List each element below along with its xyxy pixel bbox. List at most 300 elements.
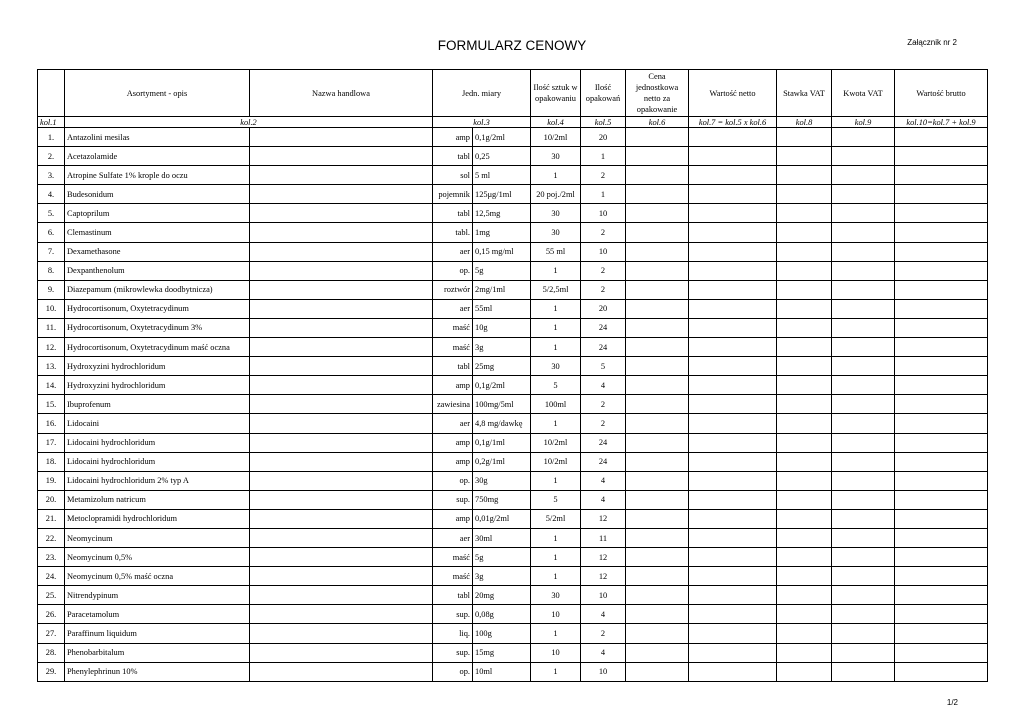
table-row bbox=[38, 624, 988, 643]
net-value-cell[interactable] bbox=[689, 338, 777, 357]
unit-price-cell[interactable] bbox=[626, 185, 689, 204]
unit-price-cell[interactable] bbox=[626, 395, 689, 414]
unit-of-measure: tabl bbox=[433, 357, 473, 376]
pieces-per-package: 30 bbox=[531, 586, 581, 605]
product-description: Nitrendypinum bbox=[65, 586, 250, 605]
kol-1: kol.1 bbox=[38, 117, 65, 128]
row-number: 25. bbox=[38, 586, 65, 605]
vat-amount-cell[interactable] bbox=[832, 643, 895, 662]
pieces-per-package: 100ml bbox=[531, 395, 581, 414]
net-value-cell[interactable] bbox=[689, 471, 777, 490]
net-value-cell[interactable] bbox=[689, 414, 777, 433]
row-number: 2. bbox=[38, 147, 65, 166]
table-row bbox=[38, 643, 988, 662]
product-description: Paracetamolum bbox=[65, 605, 250, 624]
package-count: 2 bbox=[581, 166, 626, 185]
net-value-cell[interactable] bbox=[689, 509, 777, 528]
table-row bbox=[38, 166, 988, 185]
unit-price-cell[interactable] bbox=[626, 299, 689, 318]
unit-price-cell[interactable] bbox=[626, 376, 689, 395]
net-value-cell[interactable] bbox=[689, 128, 777, 147]
dose-measure: 4,8 mg/dawkę bbox=[473, 414, 531, 433]
vat-amount-cell[interactable] bbox=[832, 128, 895, 147]
row-number: 6. bbox=[38, 223, 65, 242]
row-number: 3. bbox=[38, 166, 65, 185]
trade-name-cell[interactable] bbox=[250, 452, 433, 471]
net-value-cell[interactable] bbox=[689, 586, 777, 605]
vat-rate-cell[interactable] bbox=[777, 376, 832, 395]
dose-measure: 10g bbox=[473, 318, 531, 337]
vat-amount-cell[interactable] bbox=[832, 548, 895, 567]
package-count: 2 bbox=[581, 223, 626, 242]
vat-rate-cell[interactable] bbox=[777, 242, 832, 261]
pieces-per-package: 55 ml bbox=[531, 242, 581, 261]
dose-measure: 30g bbox=[473, 471, 531, 490]
table-row bbox=[38, 280, 988, 299]
row-number: 11. bbox=[38, 318, 65, 337]
vat-amount-cell[interactable] bbox=[832, 299, 895, 318]
product-description: Paraffinum liquidum bbox=[65, 624, 250, 643]
trade-name-cell[interactable] bbox=[250, 261, 433, 280]
col-stawka: Stawka VAT bbox=[777, 70, 832, 117]
row-number: 9. bbox=[38, 280, 65, 299]
trade-name-cell[interactable] bbox=[250, 338, 433, 357]
vat-amount-cell[interactable] bbox=[832, 318, 895, 337]
table-row bbox=[38, 395, 988, 414]
trade-name-cell[interactable] bbox=[250, 357, 433, 376]
vat-amount-cell[interactable] bbox=[832, 605, 895, 624]
vat-rate-cell[interactable] bbox=[777, 528, 832, 547]
net-value-cell[interactable] bbox=[689, 299, 777, 318]
vat-amount-cell[interactable] bbox=[832, 433, 895, 452]
gross-value-cell[interactable] bbox=[895, 204, 988, 223]
unit-of-measure: maść bbox=[433, 318, 473, 337]
trade-name-cell[interactable] bbox=[250, 586, 433, 605]
vat-rate-cell[interactable] bbox=[777, 318, 832, 337]
gross-value-cell[interactable] bbox=[895, 643, 988, 662]
unit-of-measure: aer bbox=[433, 242, 473, 261]
trade-name-cell[interactable] bbox=[250, 299, 433, 318]
dose-measure: 20mg bbox=[473, 586, 531, 605]
unit-price-cell[interactable] bbox=[626, 605, 689, 624]
pieces-per-package: 30 bbox=[531, 147, 581, 166]
unit-of-measure: aer bbox=[433, 414, 473, 433]
unit-price-cell[interactable] bbox=[626, 643, 689, 662]
unit-price-cell[interactable] bbox=[626, 414, 689, 433]
vat-rate-cell[interactable] bbox=[777, 166, 832, 185]
vat-amount-cell[interactable] bbox=[832, 586, 895, 605]
gross-value-cell[interactable] bbox=[895, 261, 988, 280]
unit-price-cell[interactable] bbox=[626, 528, 689, 547]
vat-rate-cell[interactable] bbox=[777, 452, 832, 471]
trade-name-cell[interactable] bbox=[250, 280, 433, 299]
unit-price-cell[interactable] bbox=[626, 490, 689, 509]
pieces-per-package: 5 bbox=[531, 490, 581, 509]
product-description: Phenobarbitalum bbox=[65, 643, 250, 662]
unit-price-cell[interactable] bbox=[626, 128, 689, 147]
pieces-per-package: 1 bbox=[531, 662, 581, 681]
vat-rate-cell[interactable] bbox=[777, 662, 832, 681]
pieces-per-package: 5/2,5ml bbox=[531, 280, 581, 299]
package-count: 24 bbox=[581, 318, 626, 337]
net-value-cell[interactable] bbox=[689, 548, 777, 567]
column-number-row bbox=[38, 117, 988, 128]
product-description: Metoclopramidi hydrochloridum bbox=[65, 509, 250, 528]
dose-measure: 0,1g/2ml bbox=[473, 128, 531, 147]
table-row bbox=[38, 223, 988, 242]
product-description: Lidocaini hydrochloridum 2% typ A bbox=[65, 471, 250, 490]
gross-value-cell[interactable] bbox=[895, 299, 988, 318]
unit-of-measure: tabl bbox=[433, 204, 473, 223]
gross-value-cell[interactable] bbox=[895, 376, 988, 395]
unit-of-measure: pojemnik bbox=[433, 185, 473, 204]
product-description: Acetazolamide bbox=[65, 147, 250, 166]
gross-value-cell[interactable] bbox=[895, 586, 988, 605]
product-description: Neomycinum 0,5% maść oczna bbox=[65, 567, 250, 586]
trade-name-cell[interactable] bbox=[250, 433, 433, 452]
product-description: Neomycinum 0,5% bbox=[65, 548, 250, 567]
vat-amount-cell[interactable] bbox=[832, 662, 895, 681]
vat-amount-cell[interactable] bbox=[832, 338, 895, 357]
table-row bbox=[38, 376, 988, 395]
unit-price-cell[interactable] bbox=[626, 509, 689, 528]
table-row bbox=[38, 490, 988, 509]
product-description: Hydroxyzini hydrochloridum bbox=[65, 357, 250, 376]
vat-amount-cell[interactable] bbox=[832, 166, 895, 185]
product-description: Antazolini mesilas bbox=[65, 128, 250, 147]
gross-value-cell[interactable] bbox=[895, 223, 988, 242]
net-value-cell[interactable] bbox=[689, 166, 777, 185]
vat-rate-cell[interactable] bbox=[777, 338, 832, 357]
trade-name-cell[interactable] bbox=[250, 147, 433, 166]
pieces-per-package: 10/2ml bbox=[531, 433, 581, 452]
unit-of-measure: amp bbox=[433, 509, 473, 528]
unit-price-cell[interactable] bbox=[626, 452, 689, 471]
net-value-cell[interactable] bbox=[689, 147, 777, 166]
unit-price-cell[interactable] bbox=[626, 204, 689, 223]
vat-rate-cell[interactable] bbox=[777, 147, 832, 166]
table-row bbox=[38, 147, 988, 166]
unit-price-cell[interactable] bbox=[626, 624, 689, 643]
trade-name-cell[interactable] bbox=[250, 509, 433, 528]
vat-rate-cell[interactable] bbox=[777, 624, 832, 643]
table-row bbox=[38, 509, 988, 528]
unit-price-cell[interactable] bbox=[626, 223, 689, 242]
row-number: 16. bbox=[38, 414, 65, 433]
unit-price-cell[interactable] bbox=[626, 280, 689, 299]
vat-rate-cell[interactable] bbox=[777, 586, 832, 605]
net-value-cell[interactable] bbox=[689, 357, 777, 376]
vat-amount-cell[interactable] bbox=[832, 395, 895, 414]
gross-value-cell[interactable] bbox=[895, 318, 988, 337]
net-value-cell[interactable] bbox=[689, 624, 777, 643]
net-value-cell[interactable] bbox=[689, 204, 777, 223]
package-count: 2 bbox=[581, 414, 626, 433]
vat-amount-cell[interactable] bbox=[832, 185, 895, 204]
package-count: 4 bbox=[581, 643, 626, 662]
dose-measure: 25mg bbox=[473, 357, 531, 376]
unit-price-cell[interactable] bbox=[626, 338, 689, 357]
trade-name-cell[interactable] bbox=[250, 166, 433, 185]
net-value-cell[interactable] bbox=[689, 567, 777, 586]
unit-price-cell[interactable] bbox=[626, 261, 689, 280]
trade-name-cell[interactable] bbox=[250, 605, 433, 624]
trade-name-cell[interactable] bbox=[250, 376, 433, 395]
trade-name-cell[interactable] bbox=[250, 548, 433, 567]
net-value-cell[interactable] bbox=[689, 662, 777, 681]
net-value-cell[interactable] bbox=[689, 223, 777, 242]
gross-value-cell[interactable] bbox=[895, 605, 988, 624]
package-count: 10 bbox=[581, 242, 626, 261]
gross-value-cell[interactable] bbox=[895, 147, 988, 166]
vat-rate-cell[interactable] bbox=[777, 605, 832, 624]
package-count: 1 bbox=[581, 147, 626, 166]
trade-name-cell[interactable] bbox=[250, 662, 433, 681]
unit-of-measure: tabl bbox=[433, 147, 473, 166]
trade-name-cell[interactable] bbox=[250, 528, 433, 547]
unit-of-measure: zawiesina bbox=[433, 395, 473, 414]
package-count: 12 bbox=[581, 548, 626, 567]
table-row bbox=[38, 662, 988, 681]
unit-of-measure: aer bbox=[433, 299, 473, 318]
gross-value-cell[interactable] bbox=[895, 280, 988, 299]
gross-value-cell[interactable] bbox=[895, 433, 988, 452]
dose-measure: 125μg/1ml bbox=[473, 185, 531, 204]
pieces-per-package: 5 bbox=[531, 376, 581, 395]
row-number: 28. bbox=[38, 643, 65, 662]
vat-rate-cell[interactable] bbox=[777, 433, 832, 452]
table-row bbox=[38, 528, 988, 547]
gross-value-cell[interactable] bbox=[895, 471, 988, 490]
vat-amount-cell[interactable] bbox=[832, 204, 895, 223]
gross-value-cell[interactable] bbox=[895, 357, 988, 376]
net-value-cell[interactable] bbox=[689, 376, 777, 395]
net-value-cell[interactable] bbox=[689, 185, 777, 204]
product-description: Hydrocortisonum, Oxytetracydinum maść oczna bbox=[65, 338, 250, 357]
vat-amount-cell[interactable] bbox=[832, 223, 895, 242]
trade-name-cell[interactable] bbox=[250, 185, 433, 204]
unit-price-cell[interactable] bbox=[626, 433, 689, 452]
product-description: Phenylephrinun 10% bbox=[65, 662, 250, 681]
pieces-per-package: 1 bbox=[531, 261, 581, 280]
unit-of-measure: op. bbox=[433, 261, 473, 280]
net-value-cell[interactable] bbox=[689, 452, 777, 471]
vat-amount-cell[interactable] bbox=[832, 490, 895, 509]
unit-of-measure: maść bbox=[433, 548, 473, 567]
gross-value-cell[interactable] bbox=[895, 662, 988, 681]
net-value-cell[interactable] bbox=[689, 395, 777, 414]
vat-amount-cell[interactable] bbox=[832, 624, 895, 643]
trade-name-cell[interactable] bbox=[250, 471, 433, 490]
row-number: 18. bbox=[38, 452, 65, 471]
vat-rate-cell[interactable] bbox=[777, 548, 832, 567]
col-nazwa: Nazwa handlowa bbox=[250, 70, 433, 117]
dose-measure: 0,01g/2ml bbox=[473, 509, 531, 528]
gross-value-cell[interactable] bbox=[895, 395, 988, 414]
vat-rate-cell[interactable] bbox=[777, 357, 832, 376]
pieces-per-package: 10/2ml bbox=[531, 452, 581, 471]
trade-name-cell[interactable] bbox=[250, 414, 433, 433]
vat-rate-cell[interactable] bbox=[777, 471, 832, 490]
product-description: Dexpanthenolum bbox=[65, 261, 250, 280]
vat-amount-cell[interactable] bbox=[832, 452, 895, 471]
gross-value-cell[interactable] bbox=[895, 567, 988, 586]
unit-price-cell[interactable] bbox=[626, 567, 689, 586]
vat-rate-cell[interactable] bbox=[777, 223, 832, 242]
dose-measure: 0,1g/2ml bbox=[473, 376, 531, 395]
gross-value-cell[interactable] bbox=[895, 490, 988, 509]
gross-value-cell[interactable] bbox=[895, 509, 988, 528]
vat-rate-cell[interactable] bbox=[777, 490, 832, 509]
vat-rate-cell[interactable] bbox=[777, 128, 832, 147]
vat-rate-cell[interactable] bbox=[777, 261, 832, 280]
gross-value-cell[interactable] bbox=[895, 185, 988, 204]
product-description: Metamizolum natricum bbox=[65, 490, 250, 509]
vat-rate-cell[interactable] bbox=[777, 414, 832, 433]
unit-price-cell[interactable] bbox=[626, 318, 689, 337]
gross-value-cell[interactable] bbox=[895, 128, 988, 147]
unit-of-measure: maść bbox=[433, 567, 473, 586]
net-value-cell[interactable] bbox=[689, 280, 777, 299]
trade-name-cell[interactable] bbox=[250, 624, 433, 643]
gross-value-cell[interactable] bbox=[895, 548, 988, 567]
product-description: Atropine Sulfate 1% krople do oczu bbox=[65, 166, 250, 185]
table-row bbox=[38, 318, 988, 337]
trade-name-cell[interactable] bbox=[250, 643, 433, 662]
table-row bbox=[38, 433, 988, 452]
net-value-cell[interactable] bbox=[689, 528, 777, 547]
row-number: 24. bbox=[38, 567, 65, 586]
product-description: Ibuprofenum bbox=[65, 395, 250, 414]
vat-amount-cell[interactable] bbox=[832, 471, 895, 490]
gross-value-cell[interactable] bbox=[895, 452, 988, 471]
net-value-cell[interactable] bbox=[689, 318, 777, 337]
vat-amount-cell[interactable] bbox=[832, 147, 895, 166]
package-count: 1 bbox=[581, 185, 626, 204]
col-asortyment: Asortyment - opis bbox=[65, 70, 250, 117]
net-value-cell[interactable] bbox=[689, 605, 777, 624]
unit-of-measure: amp bbox=[433, 452, 473, 471]
trade-name-cell[interactable] bbox=[250, 395, 433, 414]
trade-name-cell[interactable] bbox=[250, 204, 433, 223]
vat-amount-cell[interactable] bbox=[832, 509, 895, 528]
row-number: 7. bbox=[38, 242, 65, 261]
vat-rate-cell[interactable] bbox=[777, 299, 832, 318]
vat-amount-cell[interactable] bbox=[832, 242, 895, 261]
vat-amount-cell[interactable] bbox=[832, 280, 895, 299]
unit-price-cell[interactable] bbox=[626, 166, 689, 185]
vat-amount-cell[interactable] bbox=[832, 376, 895, 395]
vat-amount-cell[interactable] bbox=[832, 414, 895, 433]
gross-value-cell[interactable] bbox=[895, 338, 988, 357]
trade-name-cell[interactable] bbox=[250, 223, 433, 242]
vat-amount-cell[interactable] bbox=[832, 357, 895, 376]
dose-measure: 0,2g/1ml bbox=[473, 452, 531, 471]
net-value-cell[interactable] bbox=[689, 261, 777, 280]
kol-3: kol.3 bbox=[433, 117, 531, 128]
unit-of-measure: tabl bbox=[433, 586, 473, 605]
unit-of-measure: amp bbox=[433, 376, 473, 395]
dose-measure: 0,08g bbox=[473, 605, 531, 624]
table-row bbox=[38, 204, 988, 223]
table-row bbox=[38, 605, 988, 624]
table-row bbox=[38, 299, 988, 318]
package-count: 10 bbox=[581, 662, 626, 681]
vat-rate-cell[interactable] bbox=[777, 567, 832, 586]
gross-value-cell[interactable] bbox=[895, 624, 988, 643]
trade-name-cell[interactable] bbox=[250, 567, 433, 586]
pieces-per-package: 1 bbox=[531, 548, 581, 567]
product-description: Lidocaini hydrochloridum bbox=[65, 452, 250, 471]
col-brutto: Wartość brutto bbox=[895, 70, 988, 117]
dose-measure: 5 ml bbox=[473, 166, 531, 185]
row-number: 23. bbox=[38, 548, 65, 567]
col-jedn: Jedn. miary bbox=[433, 70, 531, 117]
gross-value-cell[interactable] bbox=[895, 414, 988, 433]
vat-rate-cell[interactable] bbox=[777, 204, 832, 223]
product-description: Lidocaini hydrochloridum bbox=[65, 433, 250, 452]
gross-value-cell[interactable] bbox=[895, 242, 988, 261]
col-ilosc-sztuk: Ilość sztuk w opakowaniu bbox=[531, 70, 581, 117]
unit-of-measure: amp bbox=[433, 433, 473, 452]
unit-price-cell[interactable] bbox=[626, 586, 689, 605]
unit-price-cell[interactable] bbox=[626, 357, 689, 376]
vat-rate-cell[interactable] bbox=[777, 185, 832, 204]
net-value-cell[interactable] bbox=[689, 242, 777, 261]
trade-name-cell[interactable] bbox=[250, 128, 433, 147]
pieces-per-package: 1 bbox=[531, 567, 581, 586]
product-description: Diazepamum (mikrowlewka doodbytnicza) bbox=[65, 280, 250, 299]
unit-price-cell[interactable] bbox=[626, 548, 689, 567]
dose-measure: 12,5mg bbox=[473, 204, 531, 223]
unit-price-cell[interactable] bbox=[626, 242, 689, 261]
kol-5: kol.5 bbox=[581, 117, 626, 128]
unit-of-measure: sup. bbox=[433, 643, 473, 662]
gross-value-cell[interactable] bbox=[895, 528, 988, 547]
row-number: 13. bbox=[38, 357, 65, 376]
vat-amount-cell[interactable] bbox=[832, 261, 895, 280]
vat-amount-cell[interactable] bbox=[832, 528, 895, 547]
trade-name-cell[interactable] bbox=[250, 242, 433, 261]
unit-of-measure: maść bbox=[433, 338, 473, 357]
package-count: 4 bbox=[581, 471, 626, 490]
kol-2: kol.2 bbox=[65, 117, 433, 128]
row-number: 12. bbox=[38, 338, 65, 357]
product-description: Neomycinum bbox=[65, 528, 250, 547]
row-number: 17. bbox=[38, 433, 65, 452]
unit-price-cell[interactable] bbox=[626, 471, 689, 490]
trade-name-cell[interactable] bbox=[250, 490, 433, 509]
table-row bbox=[38, 471, 988, 490]
package-count: 24 bbox=[581, 452, 626, 471]
table-row bbox=[38, 586, 988, 605]
gross-value-cell[interactable] bbox=[895, 166, 988, 185]
net-value-cell[interactable] bbox=[689, 433, 777, 452]
net-value-cell[interactable] bbox=[689, 643, 777, 662]
kol-7: kol.7 = kol.5 x kol.6 bbox=[689, 117, 777, 128]
pieces-per-package: 30 bbox=[531, 204, 581, 223]
row-number: 4. bbox=[38, 185, 65, 204]
unit-price-cell[interactable] bbox=[626, 662, 689, 681]
vat-rate-cell[interactable] bbox=[777, 509, 832, 528]
vat-amount-cell[interactable] bbox=[832, 567, 895, 586]
unit-price-cell[interactable] bbox=[626, 147, 689, 166]
vat-rate-cell[interactable] bbox=[777, 643, 832, 662]
vat-rate-cell[interactable] bbox=[777, 280, 832, 299]
vat-rate-cell[interactable] bbox=[777, 395, 832, 414]
trade-name-cell[interactable] bbox=[250, 318, 433, 337]
net-value-cell[interactable] bbox=[689, 490, 777, 509]
